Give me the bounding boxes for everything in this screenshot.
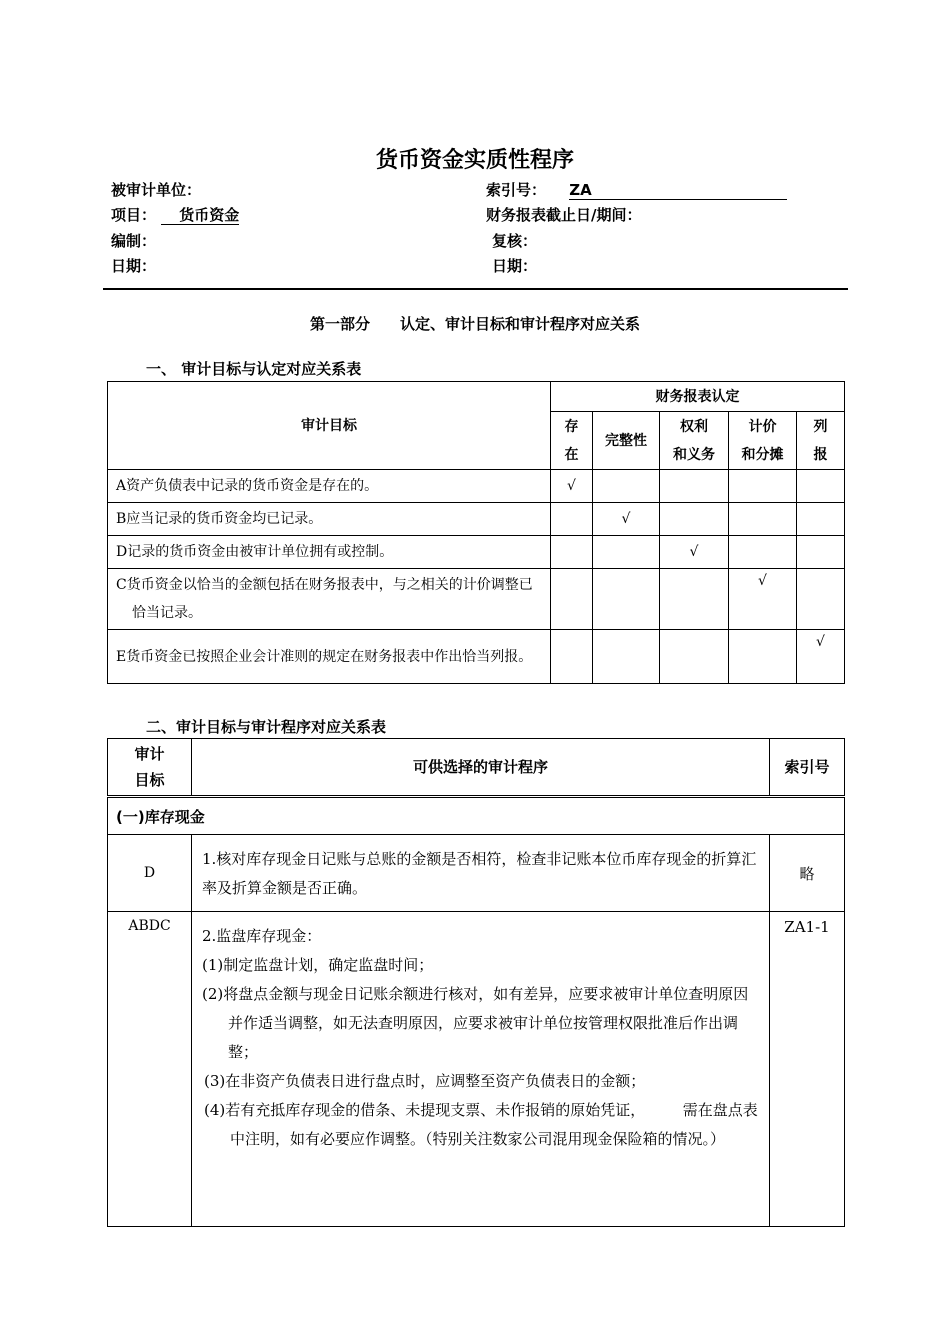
assertion-row [108,536,845,569]
assertion-cell [660,569,729,630]
assertion-cell [551,503,593,536]
procedure-objective: D [108,835,192,912]
assertion-cell [729,503,797,536]
assertion-row [108,503,845,536]
assertion-cell [551,536,593,569]
procedure-line: 2.监盘库存现金： [202,927,322,945]
check-mark-icon: √ [689,544,699,560]
procedure-index: 略 [770,835,845,912]
assertion-cell [797,470,845,503]
assertion-cell [797,630,845,684]
procedure-line: 1.核对库存现金日记账与总账的金额是否相符，检查非记账本位币库存现金的折算汇率及折算金额是否正确。 [202,850,757,897]
date-label-right: 日期： [492,257,538,275]
procedure-row [108,912,845,1227]
check-mark-icon: √ [621,511,631,527]
col-objective-header-2: 审计 目标 [108,739,192,797]
assertion-cell [660,536,729,569]
assertion-presentation-header: 列 报 [797,412,845,470]
objective-text: C货币资金以恰当的金额包括在财务报表中，与之相关的计价调整已恰当记录。 [108,569,551,630]
assertion-cell [797,536,845,569]
objective-text: A资产负债表中记录的货币资金是存在的。 [108,470,551,503]
document-title: 货币资金实质性程序 [375,148,574,173]
assertion-existence-header: 存 在 [551,412,593,470]
assertion-cell [729,569,797,630]
section2-title: 二、审计目标与审计程序对应关系表 [146,718,387,736]
col-assertions-header: 财务报表认定 [551,382,845,412]
assertion-cell [729,630,797,684]
assertion-table [107,381,845,684]
index-label: 索引号： [486,181,547,199]
index-field [486,179,787,200]
col-procedure-header: 可供选择的审计程序 [192,739,770,797]
assertion-rights-header: 权利 和义务 [660,412,729,470]
assertion-cell [797,503,845,536]
audited-unit-label: 被审计单位： [111,181,202,199]
assertion-cell [593,536,660,569]
check-mark-icon: √ [758,573,767,589]
index-value: ZA [569,182,787,200]
prepared-label: 编制： [111,232,157,250]
period-label: 财务报表截止日/期间： [486,206,642,224]
assertion-row [108,630,845,684]
assertion-cell [660,630,729,684]
category-cash-on-hand: (一)库存现金 [108,797,845,835]
assertion-row [108,569,845,630]
assertion-cell [660,503,729,536]
assertion-cell [593,569,660,630]
assertion-row [108,470,845,503]
assertion-cell [797,569,845,630]
assertion-valuation-header: 计价 和分摊 [729,412,797,470]
assertion-cell [593,630,660,684]
objective-text: E货币资金已按照企业会计准则的规定在财务报表中作出恰当列报。 [108,630,551,684]
assertion-cell [729,536,797,569]
project-value: 货币资金 [161,207,239,225]
assertion-completeness-header: 完整性 [593,412,660,470]
procedure-line: (2)将盘点金额与现金日记账余额进行核对，如有差异，应要求被审计单位查明原因并作适当调整，如无法查明原因，应要求被审计单位按管理权限批准后作出调整； [202,985,749,1061]
header-divider [103,288,848,290]
procedure-line: (4)若有充抵库存现金的借条、未提现支票、未作报销的原始凭证， 需在盘点表中注明，如有必要应作调整。（特别关注数家公司混用现金保险箱的情况。） [204,1101,758,1148]
assertion-cell [593,503,660,536]
col-index-header: 索引号 [770,739,845,797]
procedure-line: (3)在非资产负债表日进行盘点时，应调整至资产负债表日的金额； [204,1072,646,1090]
objective-text: B应当记录的货币资金均已记录。 [108,503,551,536]
project-label: 项目： [111,206,157,224]
procedure-objective: ABDC [108,912,192,1227]
assertion-cell [593,470,660,503]
assertion-cell [551,569,593,630]
check-mark-icon: √ [816,634,825,650]
assertion-cell [551,630,593,684]
part-title: 第一部分 认定、审计目标和审计程序对应关系 [309,315,640,333]
col-objective-header: 审计目标 [108,382,551,470]
procedure-index: ZA1-1 [770,912,845,1227]
assertion-cell [729,470,797,503]
procedure-table [107,738,845,1227]
procedure-text [192,835,770,912]
check-mark-icon: √ [567,478,576,494]
objective-text: D记录的货币资金由被审计单位拥有或控制。 [108,536,551,569]
date-label-left: 日期： [111,257,157,275]
procedure-row [108,835,845,912]
section1-title: 一、 审计目标与认定对应关系表 [146,360,362,378]
project-field [111,204,239,225]
procedure-text [192,912,770,1227]
procedure-line: (1)制定监盘计划，确定监盘时间； [202,956,434,974]
assertion-cell [660,470,729,503]
assertion-cell [551,470,593,503]
reviewed-label: 复核： [492,232,538,250]
